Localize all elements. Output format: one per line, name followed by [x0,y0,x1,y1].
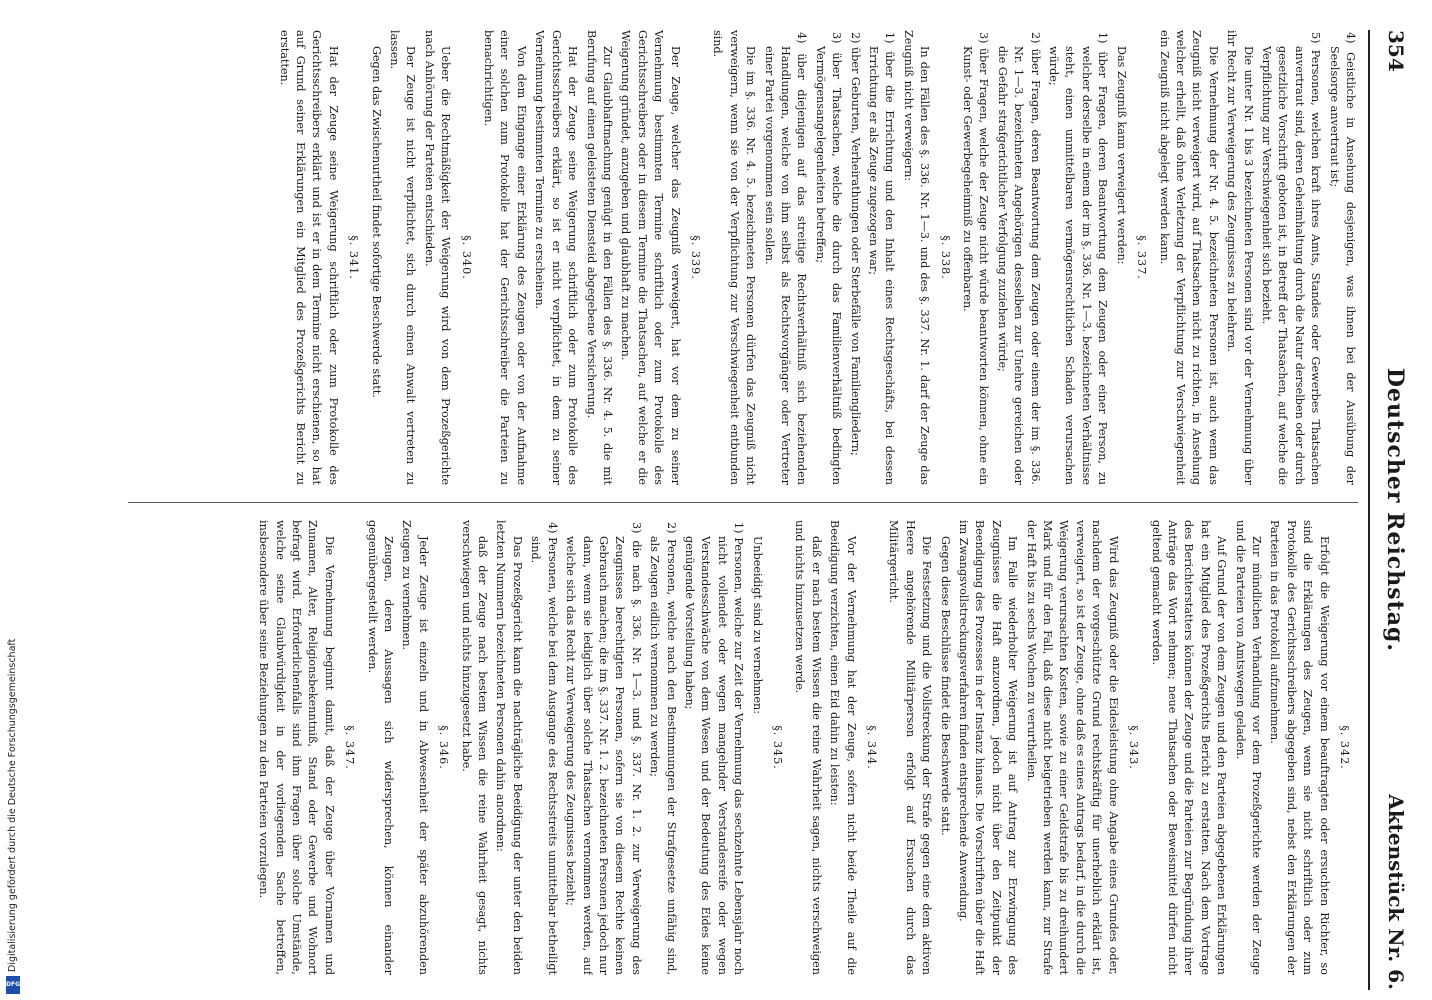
paragraph: Gegen das Zwischenurtheil findet sofortige Beschwerde statt. [369,46,383,398]
list-item: 4) Personen, welche bei dem Ausgange des Rechtsstreits unmittelbar betheiligt sind. [529,522,559,975]
paragraph: Auf Grund der von dem Zeugen und den Parteien abgegebenen Erklärungen hat ein Mitglied des Prozeßgerichts Bericht zu erstatten. Nach dem Vortrage des Berichterstatters können der Zeuge und die Parteien zur Begründung ihrer Anträge das Wort nehmen; neue Thatsachen oder Beweismittel dürfen nicht geltend gemacht werden. [1149,520,1229,975]
digitization-credit [6,574,20,994]
paragraph: Gegen diese Beschlüsse findet die Beschwerde statt. [938,536,952,836]
paragraph: Vor der Vernehmung hat der Zeuge, sofern nicht beide Theile auf die Beeidigung verzichten, einen Eid dahin zu leisten: [828,520,858,975]
section-heading: §. 347. [343,725,357,770]
list-item: 2) über Geburten, Verheirathungen oder Sterbefälle von Familiengliedern; [848,32,862,456]
paragraph: Das Zeugniß kann verweigert werden: [1114,46,1128,265]
paragraph: Erfolgt die Weigerung vor einem beauftragten oder ersuchten Richter, so sind die Erklärungen des Zeugen, wenn sie nicht schriftlich oder zum Protokolle des Gerichtsschreibers abgegeben sind, nebst den Erklärungen der Parteien in das Protokoll aufzunehmen. [1268,520,1331,975]
paragraph: Zur mündlichen Verhandlung vor dem Prozeßgerichte werden der Zeuge und die Parteien von Amtswegen geladen. [1233,520,1263,975]
column-divider [128,502,1358,503]
list-item: 1) Personen, welche zur Zeit der Vernehmung das sechzehnte Lebensjahr noch nicht vollendet oder wegen mangelnder Verstandesreife oder wegen Verstandesschwäche von dem Wesen und der Bedeutung des Eides keine genügende Vorstellung haben; [682,522,746,975]
list-item: 2) über Fragen, deren Beantwortung dem Zeugen oder einem der im §. 336. Nr. 1—3. bezeichneten Angehörigen desselben zur Unehre gereichen oder die Gefahr strafgerichtlicher Verfolgung zuziehen würde; [995,32,1042,485]
annex-label: Aktenstück Nr. 6. [1384,794,1408,990]
list-item: 2) Personen, welche nach den Bestimmungen der Strafgesetze unfähig sind, als Zeugen eidlich vernommen zu werden; [648,522,678,975]
section-heading: §. 345. [771,725,784,770]
paragraph: Jeder Zeuge ist einzeln und in Abwesenheit der später abzuhörenden Zeugen zu vernehmen. [400,520,430,975]
paragraph: Die Vernehmung der Nr. 4. 5. bezeichneten Personen ist, auch wenn das Zeugniß nicht verweigert wird, auf Thatsachen nicht zu richten, in Ansehung welcher erhellt, daß ohne Verletzung der Verpflichtung zur Verschwiegenheit ein Zeugniß nicht abgelegt werden kann. [1157,30,1220,485]
section-heading: §. 343. [1127,725,1141,770]
dfg-logo: DFG [6,976,20,994]
list-item: 3) über Fragen, welche der Zeuge nicht würde beantworten können, ohne ein Kunst- oder Gewerbegeheimniß zu offenbaren. [961,32,991,485]
paragraph: Im Falle wiederholter Weigerung ist auf Antrag zur Erzwingung des Zeugnisses die Haft anzuordnen, jedoch nicht über den Zeitpunkt der Beendigung des Prozesses in der Instanz hinaus. Die Vorschriften über die Haft im Zwangsvollstreckungsverfahren finden entsprechende Anwendung. [957,520,1020,975]
list-item: 1) über die Errichtung und den Inhalt eines Rechtsgeschäfts, bei dessen Errichtung er als Zeuge zugezogen war; [867,32,897,485]
paragraph: Unbeeidigt sind zu vernehmen: [750,536,764,714]
section-heading: §. 342. [1338,725,1351,770]
paragraph: daß er nach bestem Wissen die reine Wahrheit sagen, nichts verschweigen und nichts hinzusetzen werde. [793,520,823,975]
page-title: Deutscher Reichstag. [1382,367,1408,653]
paragraph: Die Vernehmung beginnt damit, daß der Zeuge über Vornamen und Zunamen, Alter, Religionsbekenntniß, Stand oder Gewerbe und Wohnort befragt wird. Erforderlichenfalls sind ihm Fragen über solche Umstände, welche seine Glaubwürdigkeit in der vorliegenden Sache betreffen, insbesondere über seine Beziehungen zu den Parteien vorzulegen. [257,520,336,975]
paragraph: Wird das Zeugniß oder die Eidesleistung ohne Angabe eines Grundes oder, nachdem der vorgeschützte Grund rechtskräftig für unerheblich erklärt ist, verweigert, so ist der Zeuge, ohne daß es eines Antrags bedarf, in die durch die Weigerung verursachten Kosten, sowie zu einer Geldstrafe bis zu dreihundert Mark und für den Fall, daß diese nicht beigetrieben werden kann, zur Strafe der Haft bis zu sechs Wochen zu verurtheilen. [1024,520,1120,975]
section-heading: §. 339. [688,235,702,280]
paragraph: Zur Glaubhaftmachung genügt in den Fällen des §. 336. Nr. 4. 5. die mit Berufung auf einen geleisteten Diensteid abgegebene Versicherung. [584,30,614,485]
page-header [1368,30,1410,990]
paragraph: In den Fällen des §. 336. Nr. 1—3. und des §. 337. Nr. 1. darf der Zeuge das Zeugniß nicht verweigern: [901,30,932,485]
section-heading: §. 344. [865,725,879,770]
rotated-page-content [120,30,1410,990]
left-text-column [128,30,1358,485]
list-item: 4) über diejenigen auf das streitige Rechtsverhältniß sich beziehenden Handlungen, welche von ihm selbst als Rechtsvorgänger oder Vertreter einer Partei vorgenommen sein sollen. [762,32,809,485]
right-text-column [128,520,1358,975]
paragraph: Von dem Eingange einer Erklärung des Zeugen oder von der Aufnahme einer solchen zum Protokolle hat der Gerichtsschreiber die Parteien zu benachrichtigen. [482,30,528,485]
paragraph: Die unter Nr. 1 bis 3 bezeichneten Personen sind vor der Vernehmung über ihr Recht zur Verweigerung des Zeugnisses zu belehren. [1225,30,1255,485]
list-item: 5) Personen, welchen kraft ihres Amts, Standes oder Gewerbes Thatsachen anvertraut sind, deren Geheimhaltung durch die Natur derselben oder durch gesetzliche Vorschrift geboten ist, in Betreff der Thatsachen, auf welche die Verpflichtung zur Verschwiegenheit sich bezieht. [1259,32,1323,485]
paragraph: Der Zeuge ist nicht verpflichtet, sich durch einen Anwalt vertreten zu lassen. [388,30,418,485]
paragraph: Das Prozeßgericht kann die nachträgliche Beeidigung der unter den beiden letzten Nummern bezeichneten Personen dahin anordnen: [494,520,524,975]
paragraph: daß der Zeuge nach bestem Wissen die reine Wahrheit gesagt, nichts verschwiegen und nichts hinzugesetzt habe. [459,520,490,975]
digitization-note: Digitalisierung gefördert durch die Deutsche Forschungsgemeinschaft [7,638,18,972]
paragraph: Ueber die Rechtmäßigkeit der Weigerung wird von dem Prozeßgerichte nach Anhörung der Parteien entschieden. [422,30,453,485]
paragraph: Hat der Zeuge seine Weigerung schriftlich oder zum Protokolle des Gerichtsschreibers erklärt und ist er in dem Termine nicht erschienen, so hat auf Grund seiner Erklärungen ein Mitglied des Prozeßgerichts Bericht zu erstatten. [277,30,340,485]
section-heading: §. 341. [347,235,361,280]
list-item: 3) die nach §. 336. Nr. 1—3. und §. 337. Nr. 1. 2. zur Verweigerung des Zeugnisses berechtigten Personen, sofern sie von diesem Rechte keinen Gebrauch machen; die im §. 337. Nr. 1. 2. bezeichneten Personen jedoch nur dann, wenn sie lediglich über solche Thatsachen vernommen werden, auf welche sich das Recht zur Verweigerung des Zeugnisses bezieht; [564,522,643,975]
section-heading: §. 337. [1135,235,1149,280]
paragraph: Die im §. 336. Nr. 4. 5. bezeichneten Personen dürfen das Zeugniß nicht verweigern, wenn sie von der Verpflichtung zur Verschwiegenheit entbunden sind. [711,30,758,485]
paragraph: Die Festsetzung und die Vollstreckung der Strafe gegen eine dem aktiven Heere angehörende Militärperson erfolgt auf Ersuchen durch das Militärgericht. [887,520,934,975]
paragraph: Zeugen, deren Aussagen sich widersprechen, können einander gegenübergestellt werden. [365,520,396,975]
section-heading: §. 340. [459,235,473,280]
list-item: 3) über Thatsachen, welche die durch das Familienverhältniß bedingten Vermögensangelegenheiten betreffen; [813,32,844,485]
page-number: 354 [1384,30,1408,72]
paragraph: Der Zeuge, welcher das Zeugniß verweigert, hat vor dem zu seiner Vernehmung bestimmten Termine schriftlich oder zum Protokolle des Gerichtsschreibers oder in diesem Termine die Thatsachen, auf welche er die Weigerung gründet, anzugeben und glaubhaft zu machen. [619,30,682,485]
section-heading: §. 346. [437,725,451,770]
list-item: 1) über Fragen, deren Beantwortung dem Zeugen oder einer Person, zu welcher derselbe in einem der im §. 336. Nr. 1—3. bezeichneten Verhältnisse steht, einen unmittelbaren vermögensrechtlichen Schaden verursachen würde; [1047,32,1110,485]
list-item: 4) Geistliche in Ansehung desjenigen, was ihnen bei der Ausübung der Seelsorge anvertraut ist; [1327,32,1357,485]
paragraph: Hat der Zeuge seine Weigerung schriftlich oder zum Protokolle des Gerichtsschreibers erklärt, so ist er nicht verpflichtet, in dem zu seiner Vernehmung bestimmten Termine zu erscheinen. [533,30,580,485]
section-heading: §. 338. [938,235,952,280]
